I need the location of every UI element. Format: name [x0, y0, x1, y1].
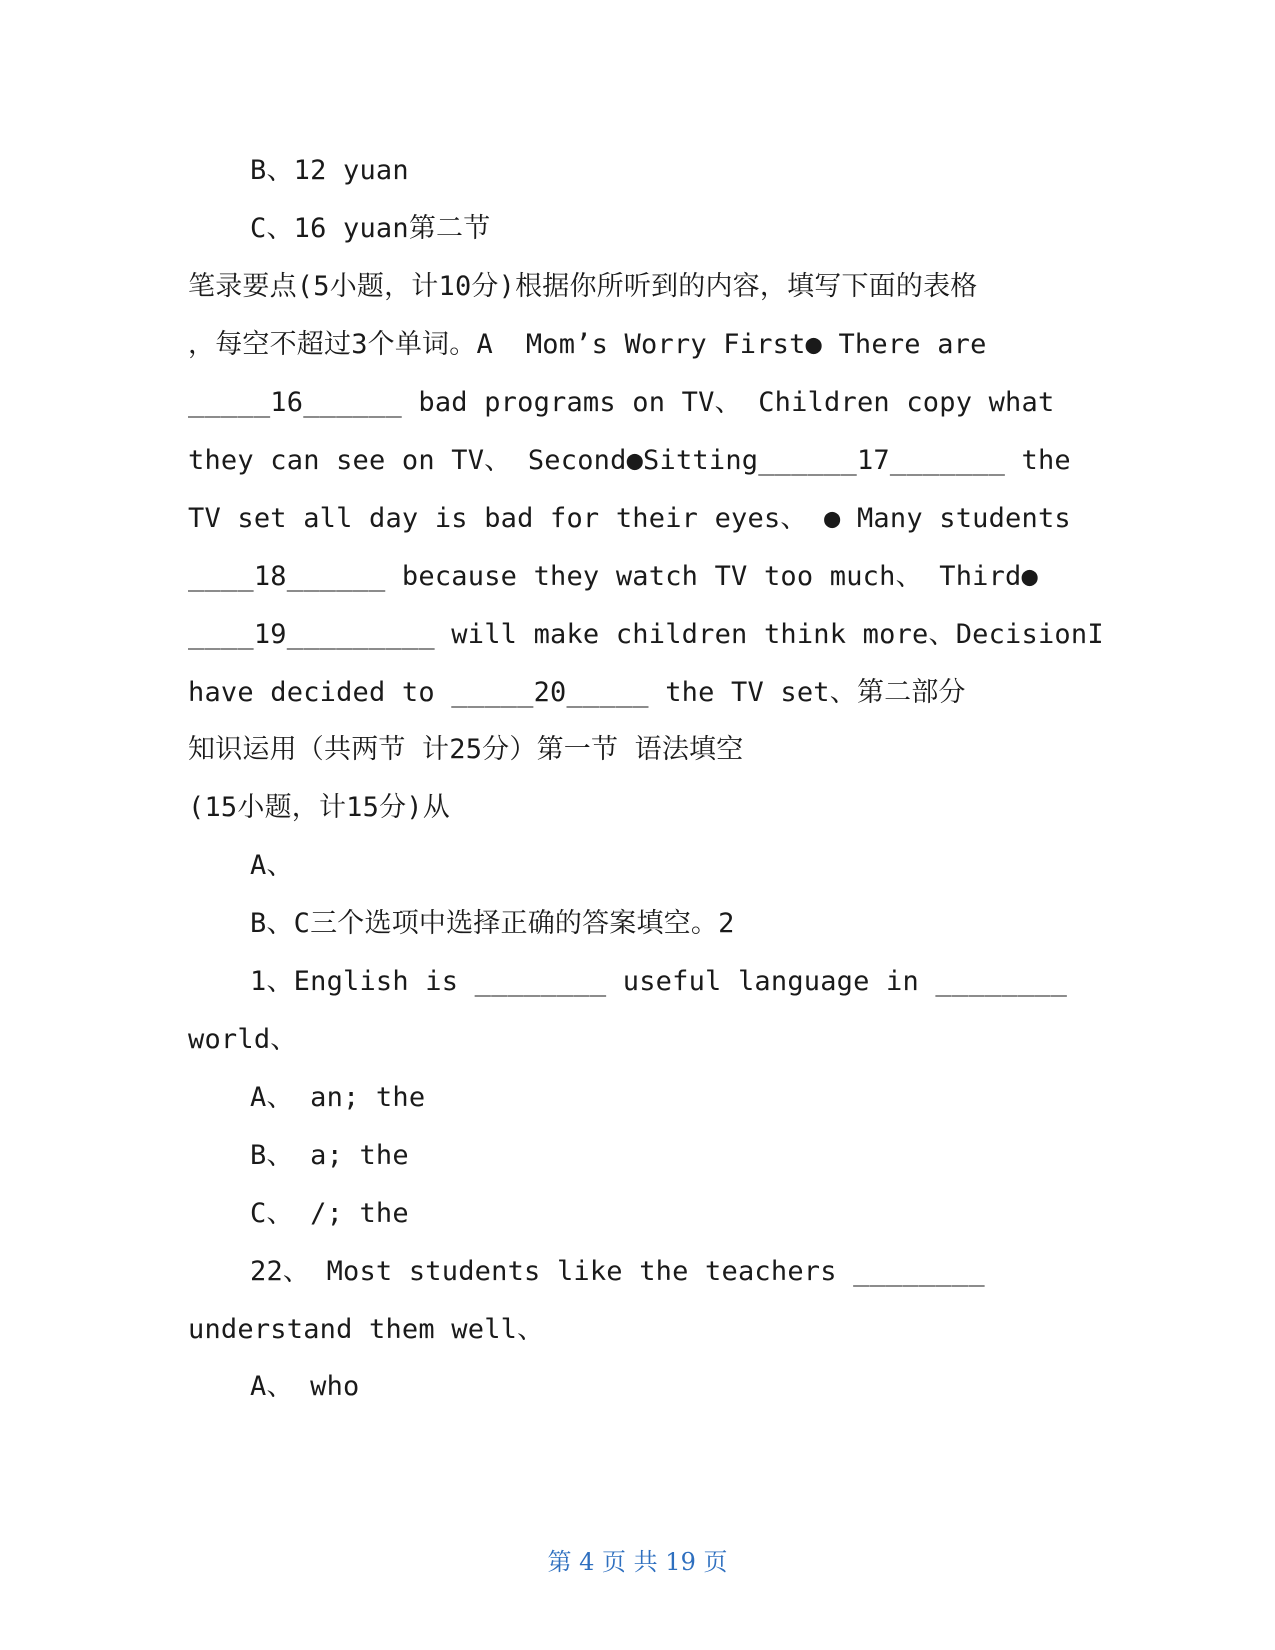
text-line: 1、English is ________ useful language in ________	[250, 966, 1068, 997]
text-line: A、 who	[250, 1371, 360, 1402]
text-line: 22、 Most students like the teachers ________	[250, 1256, 985, 1287]
text-line: have decided to _____20_____ the TV set、第二部分	[188, 677, 966, 708]
text-line: B、12 yuan	[250, 155, 409, 186]
text-line: A、	[250, 850, 294, 881]
text-line: B、C三个选项中选择正确的答案填空。2	[250, 908, 735, 939]
text-line: C、16 yuan第二节	[250, 213, 491, 244]
text-line: A、 an; the	[250, 1082, 426, 1113]
text-line: 笔录要点(5小题，计10分)根据你所听到的内容，填写下面的表格	[188, 271, 978, 302]
text-line: B、 a; the	[250, 1140, 409, 1171]
text-line: C、 /; the	[250, 1198, 409, 1229]
text-line: TV set all day is bad for their eyes、 ● Many students	[188, 503, 1071, 534]
page-number-footer: 第 4 页 共 19 页	[547, 1548, 728, 1576]
text-line: understand them well、	[188, 1314, 545, 1345]
text-line: ，每空不超过3个单词。A Mom’s Worry First● There are	[188, 329, 987, 360]
text-line: world、	[188, 1024, 298, 1055]
text-line: (15小题，计15分)从	[188, 792, 450, 823]
text-line: ____19_________ will make children think more、DecisionI	[188, 619, 1104, 650]
text-line: _____16______ bad programs on TV、 Children copy what	[188, 387, 1055, 418]
text-line: they can see on TV、 Second●Sitting______17_______ the	[188, 445, 1071, 476]
text-line: ____18______ because they watch TV too much、 Third●	[188, 561, 1038, 592]
text-line: 知识运用（共两节 计25分）第一节 语法填空	[188, 734, 744, 765]
